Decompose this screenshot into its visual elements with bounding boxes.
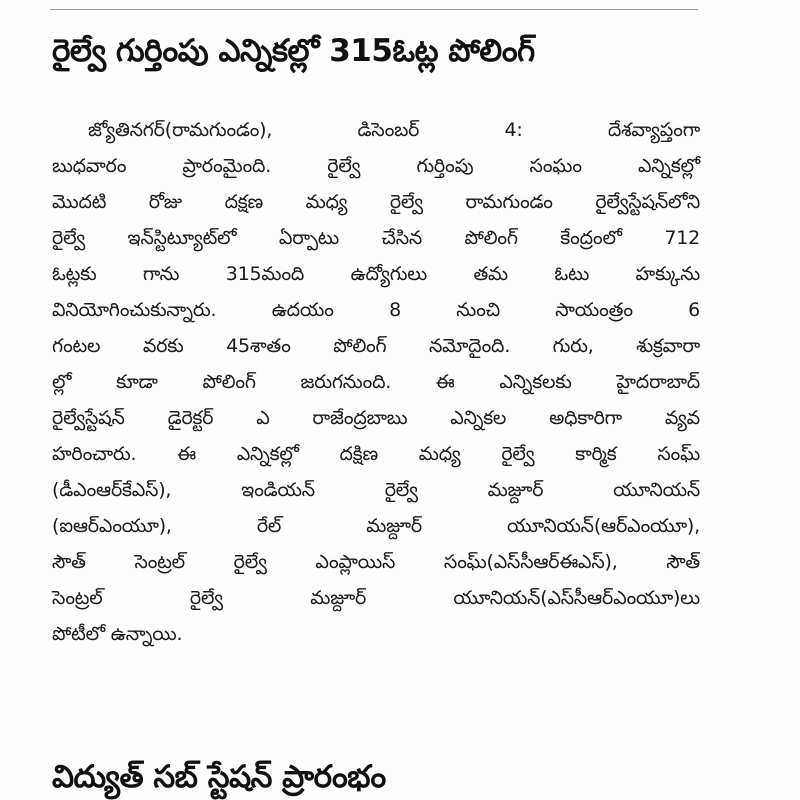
news-article	[52, 24, 700, 652]
body-line: పోటీలో ఉన్నాయి.	[52, 623, 183, 645]
article-body	[52, 112, 700, 652]
body-line: రైల్వే ఇన్‌స్టిట్యూట్‌లో ఏర్పాటు చేసిన పోలింగ్ కేంద్రంలో 712	[52, 227, 700, 249]
body-line: జ్యోతినగర్(రామగుండం), డిసెంబర్ 4: దేశవ్యాప్తంగా	[88, 119, 700, 141]
top-divider	[50, 9, 698, 10]
body-line: గంటల వరకు 45శాతం పోలింగ్ నమోదైంది. గురు, శుక్రవారా	[52, 335, 700, 357]
body-line: హరించారు. ఈ ఎన్నికల్లో దక్షిణ మధ్య రైల్వే కార్మిక సంఘ్	[52, 443, 700, 465]
body-line: సెంట్రల్ రైల్వే మజ్దూర్ యూనియన్(ఎస్‌సీఆర్ఎంయూ)లు	[52, 587, 700, 609]
next-article-headline: విద్యుత్ సబ్ స్టేషన్ ప్రారంభం	[52, 759, 386, 795]
body-line: (ఐఆర్ఎంయూ), రేల్ మజ్దూర్ యూనియన్(ఆర్ఎంయూ),	[52, 515, 700, 537]
body-line: (డీఎంఆర్‌కేఎస్), ఇండియన్ రైల్వే మజ్దూర్ యూనియన్	[52, 479, 700, 501]
body-line: ల్లో కూడా పోలింగ్ జరుగనుంది. ఈ ఎన్నికలకు హైదరాబాద్	[52, 371, 700, 393]
body-line: ఓట్లకు గాను 315మంది ఉద్యోగులు తమ ఓటు హక్కును	[52, 263, 700, 285]
body-line: వినియోగించుకున్నారు. ఉదయం 8 నుంచి సాయంత్రం 6	[52, 299, 700, 321]
article-headline: రైల్వే గుర్తింపు ఎన్నికల్లో 315ఓట్ల పోలింగ్	[52, 33, 535, 69]
body-line: బుధవారం ప్రారంమైంది. రైల్వే గుర్తింపు సంఘం ఎన్నికల్లో	[52, 155, 700, 177]
body-line: రైల్వేస్టేషన్ డైరెక్టర్ ఎ రాజేంద్రబాబు ఎన్నికల అధికారిగా వ్యవ	[52, 407, 700, 429]
body-line: మొదటి రోజు దక్షణ మధ్య రైల్వే రామగుండం రైల్వేస్టేషన్‌లోని	[52, 191, 700, 213]
body-line: సౌత్ సెంట్రల్ రైల్వే ఎంప్లాయిస్ సంఘ్(ఎస్‌సీఆర్‌ఈఎస్), సౌత్	[52, 551, 700, 573]
